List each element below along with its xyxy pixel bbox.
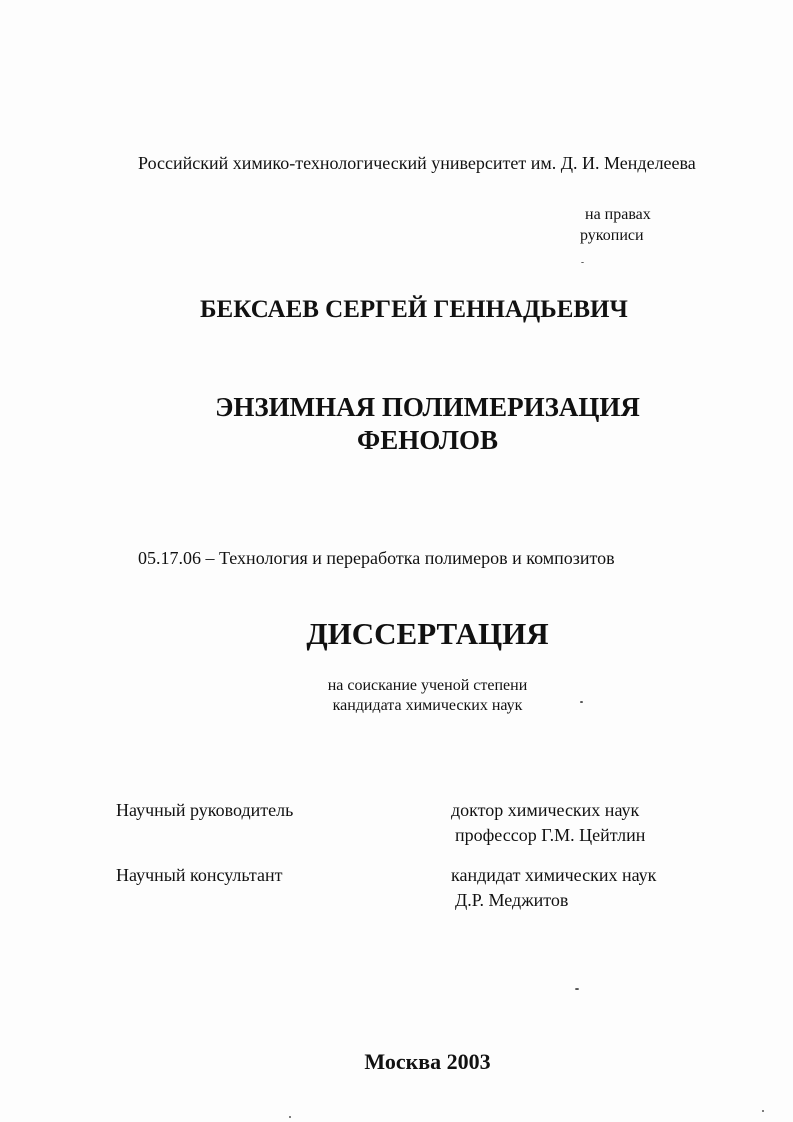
scan-speck bbox=[580, 701, 583, 703]
scan-speck bbox=[581, 262, 584, 263]
consultant-label: Научный консультант bbox=[116, 865, 283, 885]
degree-line-2: кандидата химических наук bbox=[332, 697, 523, 714]
scan-speck bbox=[575, 988, 579, 990]
title-line-2: ФЕНОЛОВ bbox=[357, 425, 498, 455]
city-year: Москва 2003 bbox=[364, 1049, 491, 1074]
author-name: БЕКСАЕВ СЕРГЕЙ ГЕННАДЬЕВИЧ bbox=[200, 296, 628, 323]
supervisor-degree: доктор химических наук bbox=[451, 800, 640, 820]
rights-line-1: на правах bbox=[585, 206, 651, 223]
supervisor-label: Научный руководитель bbox=[116, 800, 294, 820]
scan-speck bbox=[289, 1116, 291, 1118]
consultant-degree: кандидат химических наук bbox=[451, 865, 657, 885]
specialty-code: 05.17.06 – Технология и переработка полимеров и композитов bbox=[138, 548, 615, 568]
university-name: Российский химико-технологический университет им. Д. И. Менделеева bbox=[138, 153, 696, 173]
scan-speck bbox=[762, 1110, 764, 1112]
work-type-heading: ДИССЕРТАЦИЯ bbox=[306, 616, 549, 651]
title-line-1: ЭНЗИМНАЯ ПОЛИМЕРИЗАЦИЯ bbox=[215, 392, 640, 422]
degree-line-1: на соискание ученой степени bbox=[327, 677, 528, 694]
rights-line-2: рукописи bbox=[580, 227, 644, 244]
consultant-name: Д.Р. Меджитов bbox=[455, 890, 569, 910]
supervisor-name: профессор Г.М. Цейтлин bbox=[455, 825, 646, 845]
